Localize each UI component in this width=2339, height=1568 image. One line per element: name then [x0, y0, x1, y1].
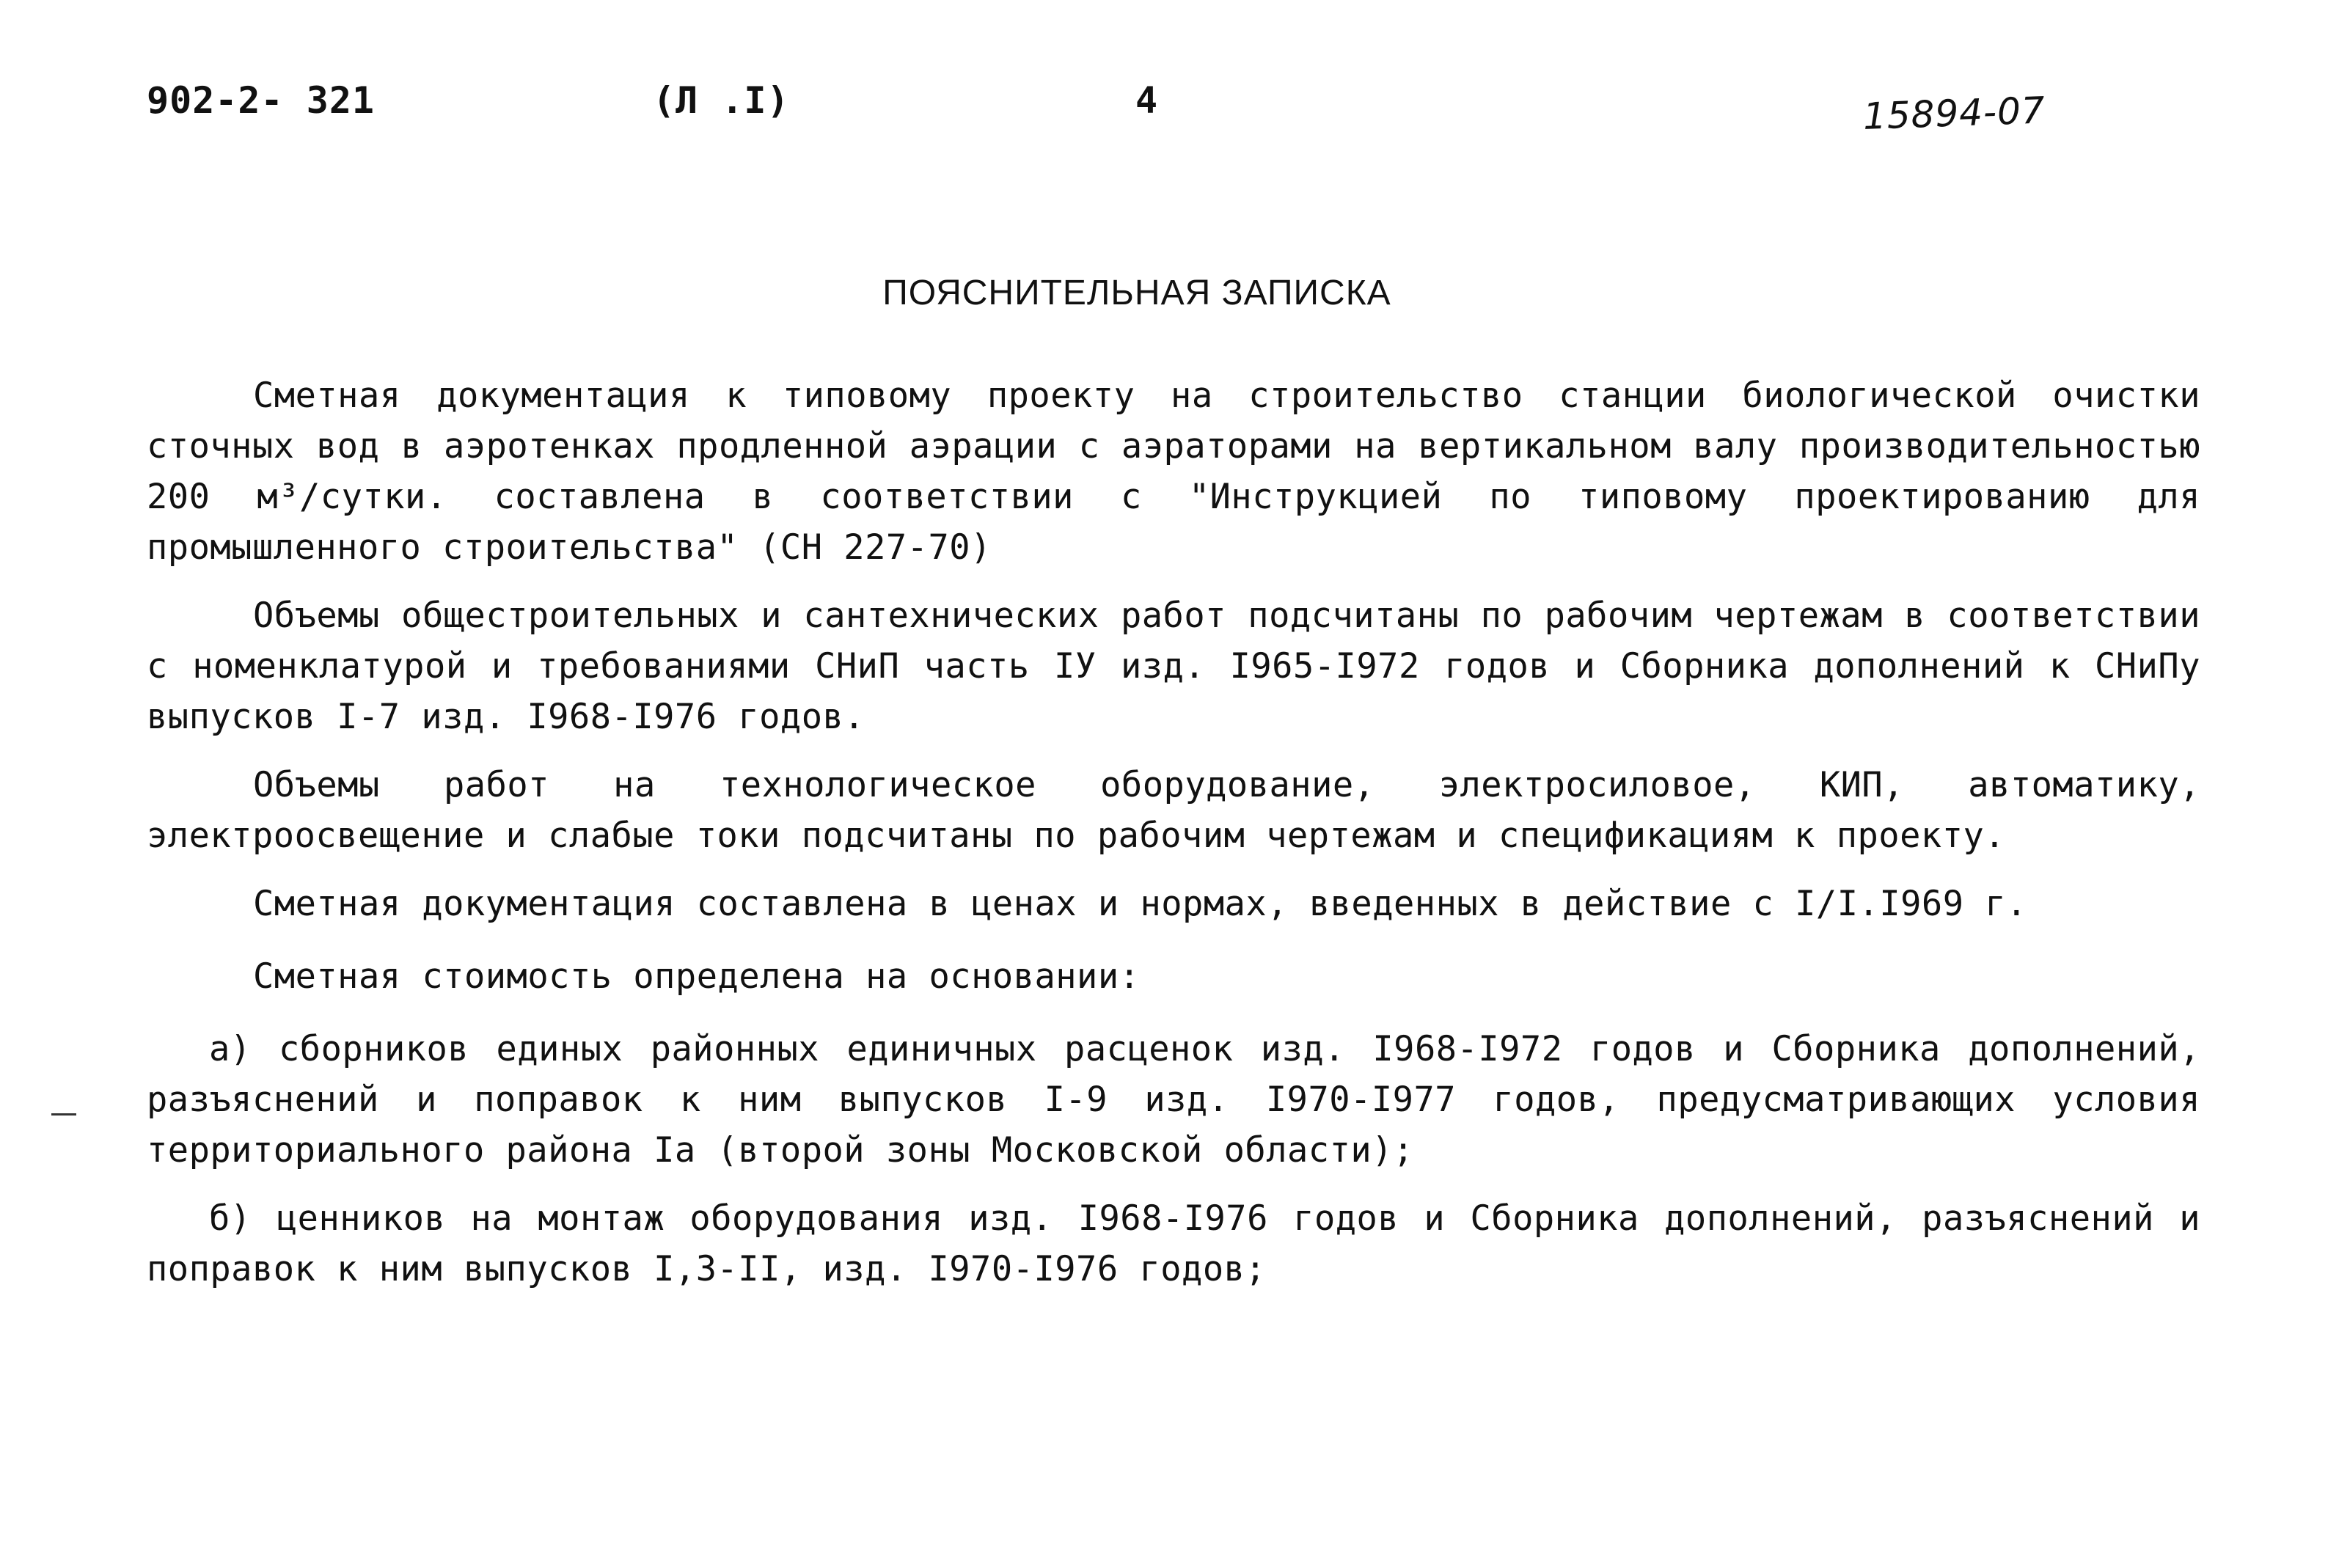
paragraph-volumes-construction: Объемы общестроительных и сантехнических работ подсчитаны по рабочим чертежам в соответствии с номенклатурой и требованиями СНиП часть IУ изд. I965-I972 годов и Сборника дополнений к СНиПу выпусков I-7 изд. I968-I976 годов.: [147, 596, 2200, 737]
document-body: [147, 370, 2200, 1312]
page-number: 4: [1135, 79, 1159, 122]
page-title: ПОЯСНИТЕЛЬНАЯ ЗАПИСКА: [882, 274, 1391, 312]
list-item-b: б) ценников на монтаж оборудования изд. I968-I976 годов и Сборника дополнений, разъяснений и поправок к ним выпусков I,3-II, изд. I970-I976 годов;: [147, 1198, 2200, 1289]
sheet-label: (Л .I): [653, 79, 790, 122]
inventory-number: 15894-07: [1862, 89, 2046, 138]
margin-dash: [51, 1113, 76, 1115]
paragraph-basis: Сметная стоимость определена на основании:: [253, 956, 1141, 997]
paragraph-prices: Сметная документация составлена в ценах и нормах, введенных в действие с I/I.I969 г.: [253, 884, 2027, 924]
list-item-a: а) сборников единых районных единичных расценок изд. I968-I972 годов и Сборника дополнений, разъяснений и поправок к ним выпусков I-9 изд. I970-I977 годов, предусматривающих условия территориального района Iа (второй зоны Московской области);: [147, 1029, 2200, 1170]
paragraph-scope: Сметная документация к типовому проекту на строительство станции биологической очистки сточных вод в аэротенках продленной аэрации с аэраторами на вертикальном валу производительностью 200 м³/сутки. составлена в соответствии с "Инструкцией по типовому проектированию для промышленного строительства" (СН 227-70): [147, 375, 2200, 568]
paragraph-volumes-equipment: Объемы работ на технологическое оборудование, электросиловое, КИП, автоматику, электроосвещение и слабые токи подсчитаны по рабочим чертежам и спецификациям к проекту.: [147, 765, 2200, 856]
document-number: 902-2- 321: [147, 79, 376, 122]
